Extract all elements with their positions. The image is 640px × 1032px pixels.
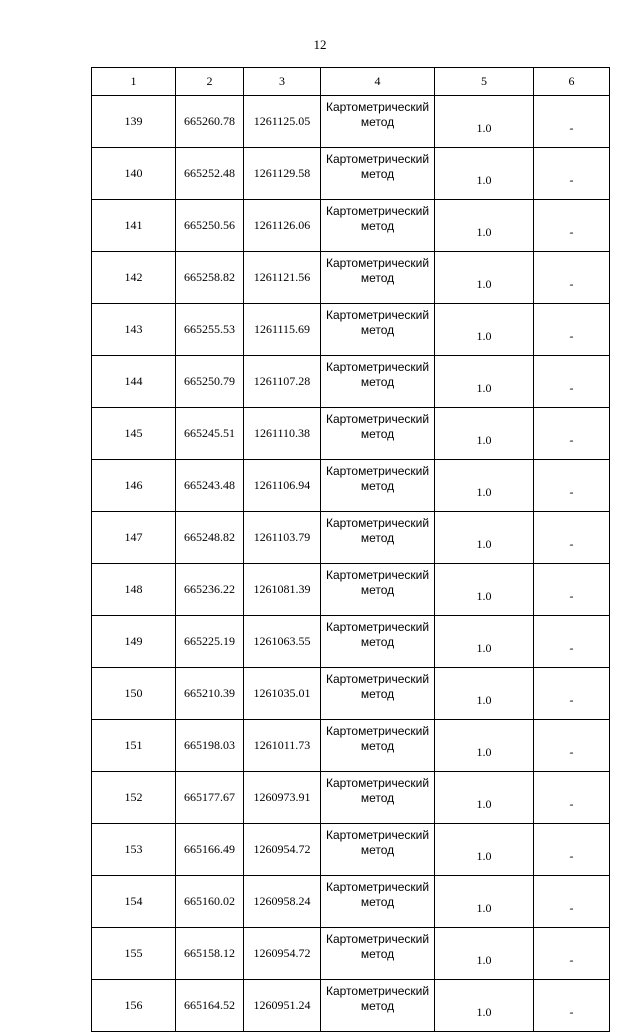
x-coordinate-cell: 665225.19 [176, 616, 244, 668]
method-cell [321, 720, 435, 772]
method-line-2: метод [360, 635, 395, 649]
x-coordinate-cell: 665255.53 [176, 304, 244, 356]
method-line-1: Картометрический [325, 152, 430, 166]
table-row [92, 252, 610, 304]
method-line-2: метод [360, 999, 395, 1013]
method-cell [321, 356, 435, 408]
method-line-2: метод [360, 583, 395, 597]
method-line-1: Картометрический [325, 828, 430, 842]
note-cell: - [534, 772, 610, 824]
x-coordinate-cell: 665210.39 [176, 668, 244, 720]
point-number-cell: 151 [92, 720, 176, 772]
header-cell-3: 3 [244, 68, 321, 96]
point-number-cell: 140 [92, 148, 176, 200]
precision-cell: 1.0 [435, 148, 534, 200]
x-coordinate-cell: 665252.48 [176, 148, 244, 200]
precision-cell: 1.0 [435, 668, 534, 720]
y-coordinate-cell: 1261063.55 [244, 616, 321, 668]
precision-cell: 1.0 [435, 720, 534, 772]
y-coordinate-cell: 1260973.91 [244, 772, 321, 824]
table-row [92, 824, 610, 876]
precision-cell: 1.0 [435, 356, 534, 408]
method-line-2: метод [360, 895, 395, 909]
y-coordinate-cell: 1260954.72 [244, 824, 321, 876]
method-line-2: метод [360, 791, 395, 805]
method-line-1: Картометрический [325, 984, 430, 998]
x-coordinate-cell: 665177.67 [176, 772, 244, 824]
method-line-1: Картометрический [325, 724, 430, 738]
precision-cell: 1.0 [435, 408, 534, 460]
precision-cell: 1.0 [435, 200, 534, 252]
point-number-cell: 144 [92, 356, 176, 408]
precision-cell: 1.0 [435, 980, 534, 1032]
point-number-cell: 142 [92, 252, 176, 304]
note-cell: - [534, 564, 610, 616]
method-line-2: метод [360, 947, 395, 961]
y-coordinate-cell: 1261035.01 [244, 668, 321, 720]
x-coordinate-cell: 665166.49 [176, 824, 244, 876]
point-number-cell: 153 [92, 824, 176, 876]
y-coordinate-cell: 1261103.79 [244, 512, 321, 564]
note-cell: - [534, 720, 610, 772]
note-cell: - [534, 824, 610, 876]
table-row [92, 720, 610, 772]
precision-cell: 1.0 [435, 928, 534, 980]
point-number-cell: 148 [92, 564, 176, 616]
method-cell [321, 564, 435, 616]
note-cell: - [534, 876, 610, 928]
table-row [92, 928, 610, 980]
method-cell [321, 876, 435, 928]
x-coordinate-cell: 665236.22 [176, 564, 244, 616]
method-line-2: метод [360, 375, 395, 389]
header-cell-5: 5 [435, 68, 534, 96]
method-cell [321, 668, 435, 720]
point-number-cell: 155 [92, 928, 176, 980]
y-coordinate-cell: 1261081.39 [244, 564, 321, 616]
method-cell [321, 148, 435, 200]
note-cell: - [534, 668, 610, 720]
precision-cell: 1.0 [435, 304, 534, 356]
note-cell: - [534, 148, 610, 200]
method-cell [321, 252, 435, 304]
y-coordinate-cell: 1261126.06 [244, 200, 321, 252]
note-cell: - [534, 96, 610, 148]
point-number-cell: 149 [92, 616, 176, 668]
table-row [92, 356, 610, 408]
precision-cell: 1.0 [435, 772, 534, 824]
table-row [92, 148, 610, 200]
method-line-1: Картометрический [325, 100, 430, 114]
method-line-2: метод [360, 427, 395, 441]
method-line-2: метод [360, 479, 395, 493]
table-body [92, 96, 610, 1032]
note-cell: - [534, 512, 610, 564]
method-cell [321, 928, 435, 980]
method-line-2: метод [360, 739, 395, 753]
x-coordinate-cell: 665258.82 [176, 252, 244, 304]
x-coordinate-cell: 665243.48 [176, 460, 244, 512]
coordinates-table [91, 67, 610, 1032]
y-coordinate-cell: 1261107.28 [244, 356, 321, 408]
precision-cell: 1.0 [435, 460, 534, 512]
method-line-2: метод [360, 323, 395, 337]
method-line-2: метод [360, 115, 395, 129]
method-cell [321, 408, 435, 460]
method-cell [321, 616, 435, 668]
method-line-1: Картометрический [325, 620, 430, 634]
method-line-1: Картометрический [325, 880, 430, 894]
table-row [92, 408, 610, 460]
y-coordinate-cell: 1261011.73 [244, 720, 321, 772]
note-cell: - [534, 200, 610, 252]
point-number-cell: 146 [92, 460, 176, 512]
table-row [92, 564, 610, 616]
x-coordinate-cell: 665250.79 [176, 356, 244, 408]
method-line-1: Картометрический [325, 256, 430, 270]
method-line-1: Картометрический [325, 204, 430, 218]
point-number-cell: 156 [92, 980, 176, 1032]
table-row [92, 616, 610, 668]
precision-cell: 1.0 [435, 512, 534, 564]
method-cell [321, 772, 435, 824]
method-line-1: Картометрический [325, 308, 430, 322]
precision-cell: 1.0 [435, 96, 534, 148]
method-line-2: метод [360, 271, 395, 285]
point-number-cell: 150 [92, 668, 176, 720]
method-line-1: Картометрический [325, 516, 430, 530]
y-coordinate-cell: 1261121.56 [244, 252, 321, 304]
x-coordinate-cell: 665248.82 [176, 512, 244, 564]
header-cell-6: 6 [534, 68, 610, 96]
x-coordinate-cell: 665250.56 [176, 200, 244, 252]
table-header-row [92, 68, 610, 96]
method-line-1: Картометрический [325, 360, 430, 374]
method-line-1: Картометрический [325, 776, 430, 790]
note-cell: - [534, 356, 610, 408]
precision-cell: 1.0 [435, 824, 534, 876]
table-row [92, 876, 610, 928]
method-line-2: метод [360, 531, 395, 545]
y-coordinate-cell: 1260958.24 [244, 876, 321, 928]
method-line-1: Картометрический [325, 932, 430, 946]
method-line-1: Картометрический [325, 412, 430, 426]
note-cell: - [534, 616, 610, 668]
note-cell: - [534, 408, 610, 460]
precision-cell: 1.0 [435, 876, 534, 928]
method-line-1: Картометрический [325, 672, 430, 686]
method-line-1: Картометрический [325, 464, 430, 478]
method-cell [321, 200, 435, 252]
method-cell [321, 96, 435, 148]
point-number-cell: 152 [92, 772, 176, 824]
x-coordinate-cell: 665245.51 [176, 408, 244, 460]
method-line-2: метод [360, 167, 395, 181]
method-line-2: метод [360, 843, 395, 857]
y-coordinate-cell: 1261106.94 [244, 460, 321, 512]
note-cell: - [534, 304, 610, 356]
point-number-cell: 145 [92, 408, 176, 460]
note-cell: - [534, 460, 610, 512]
table-row [92, 980, 610, 1032]
x-coordinate-cell: 665158.12 [176, 928, 244, 980]
header-cell-1: 1 [92, 68, 176, 96]
precision-cell: 1.0 [435, 564, 534, 616]
table-row [92, 96, 610, 148]
note-cell: - [534, 928, 610, 980]
method-cell [321, 824, 435, 876]
point-number-cell: 154 [92, 876, 176, 928]
note-cell: - [534, 252, 610, 304]
precision-cell: 1.0 [435, 252, 534, 304]
table-row [92, 772, 610, 824]
table-row [92, 200, 610, 252]
y-coordinate-cell: 1261129.58 [244, 148, 321, 200]
x-coordinate-cell: 665160.02 [176, 876, 244, 928]
header-cell-4: 4 [321, 68, 435, 96]
header-cell-2: 2 [176, 68, 244, 96]
x-coordinate-cell: 665198.03 [176, 720, 244, 772]
table-row [92, 460, 610, 512]
table-row [92, 512, 610, 564]
method-line-1: Картометрический [325, 568, 430, 582]
point-number-cell: 141 [92, 200, 176, 252]
page-number: 12 [313, 37, 327, 52]
point-number-cell: 139 [92, 96, 176, 148]
y-coordinate-cell: 1261110.38 [244, 408, 321, 460]
method-cell [321, 304, 435, 356]
y-coordinate-cell: 1261115.69 [244, 304, 321, 356]
method-cell [321, 460, 435, 512]
precision-cell: 1.0 [435, 616, 534, 668]
y-coordinate-cell: 1260951.24 [244, 980, 321, 1032]
method-cell [321, 512, 435, 564]
table-row [92, 304, 610, 356]
y-coordinate-cell: 1261125.05 [244, 96, 321, 148]
method-line-2: метод [360, 219, 395, 233]
x-coordinate-cell: 665260.78 [176, 96, 244, 148]
x-coordinate-cell: 665164.52 [176, 980, 244, 1032]
point-number-cell: 143 [92, 304, 176, 356]
note-cell: - [534, 980, 610, 1032]
point-number-cell: 147 [92, 512, 176, 564]
method-line-2: метод [360, 687, 395, 701]
method-cell [321, 980, 435, 1032]
y-coordinate-cell: 1260954.72 [244, 928, 321, 980]
table-row [92, 668, 610, 720]
